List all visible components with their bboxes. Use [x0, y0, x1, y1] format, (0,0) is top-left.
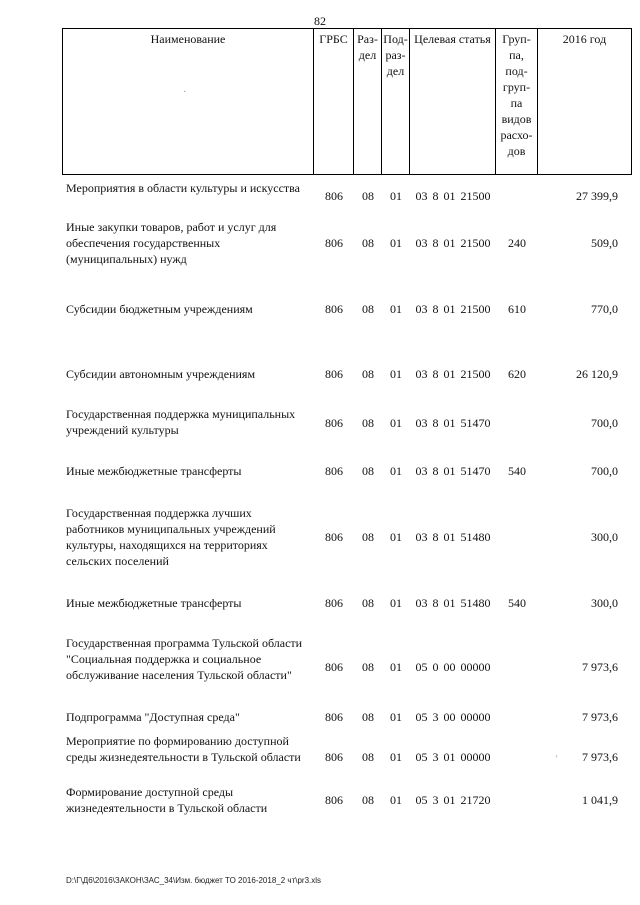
row-expense-group: 540 — [508, 464, 526, 478]
row-podrazdel: 01 — [390, 236, 402, 250]
row-razdel: 08 — [362, 236, 374, 250]
row-razdel: 08 — [362, 367, 374, 381]
row-amount: 509,0 — [591, 236, 618, 250]
row-grbs: 806 — [325, 367, 343, 381]
row-expense-group: 240 — [508, 236, 526, 250]
header-target-article: Целевая статья — [410, 28, 496, 175]
header-name — [62, 28, 314, 175]
row-grbs: 806 — [325, 236, 343, 250]
row-target-article: 03 8 01 21500 — [415, 367, 491, 381]
row-podrazdel: 01 — [390, 189, 402, 203]
row-grbs: 806 — [325, 416, 343, 430]
row-razdel: 08 — [362, 710, 374, 724]
row-target-article: 03 8 01 21500 — [415, 236, 491, 250]
row-podrazdel: 01 — [390, 596, 402, 610]
row-name: Формирование доступной среды жизнедеятельности в Тульской области — [66, 785, 268, 815]
row-razdel: 08 — [362, 750, 374, 764]
header-expense-group: Груп- па, под- груп- па видов расхо- дов — [496, 28, 538, 175]
row-target-article: 05 0 00 00000 — [415, 660, 491, 674]
row-podrazdel: 01 — [390, 302, 402, 316]
row-target-article: 03 8 01 21500 — [415, 189, 491, 203]
row-target-article: 03 8 01 21500 — [415, 302, 491, 316]
row-razdel: 08 — [362, 464, 374, 478]
scan-dot: · — [183, 87, 187, 98]
row-target-article: 05 3 01 21720 — [415, 793, 491, 807]
row-name: Мероприятие по формированию доступной среды жизнедеятельности в Тульской области — [66, 734, 301, 764]
row-name: Иные закупки товаров, работ и услуг для обеспечения государственных (муниципальных) нужд — [66, 220, 277, 266]
row-grbs: 806 — [325, 464, 343, 478]
row-amount: 27 399,9 — [576, 189, 618, 203]
row-amount: 300,0 — [591, 530, 618, 544]
row-razdel: 08 — [362, 530, 374, 544]
row-amount: 7 973,6 — [582, 750, 618, 764]
row-amount: 1 041,9 — [582, 793, 618, 807]
header-razdel: Раз- дел — [354, 28, 382, 175]
row-grbs: 806 — [325, 189, 343, 203]
row-razdel: 08 — [362, 660, 374, 674]
row-expense-group: 620 — [508, 367, 526, 381]
row-grbs: 806 — [325, 710, 343, 724]
row-podrazdel: 01 — [390, 464, 402, 478]
row-name: Подпрограмма "Доступная среда" — [66, 710, 240, 724]
row-name: Государственная поддержка лучших работников муниципальных учреждений культуры, находящихся на территориях сельских поселений — [66, 506, 276, 568]
row-expense-group: 610 — [508, 302, 526, 316]
row-expense-group: 540 — [508, 596, 526, 610]
row-name: Субсидии автономным учреждениям — [66, 367, 256, 381]
row-podrazdel: 01 — [390, 750, 402, 764]
row-amount: 26 120,9 — [576, 367, 618, 381]
row-razdel: 08 — [362, 793, 374, 807]
row-name: Субсидии бюджетным учреждениям — [66, 302, 253, 316]
row-podrazdel: 01 — [390, 530, 402, 544]
header-year-2016: 2016 год — [538, 28, 632, 175]
row-podrazdel: 01 — [390, 660, 402, 674]
row-grbs: 806 — [325, 302, 343, 316]
footer-file-path: D:\Г\Д6\2016\ЗАКОН\ЗАС_34\Изм. бюджет ТО 2016-2018_2 чт\pr3.xls — [66, 876, 322, 885]
row-grbs: 806 — [325, 530, 343, 544]
row-grbs: 806 — [325, 750, 343, 764]
row-name: Государственная поддержка муниципальных учреждений культуры — [66, 407, 296, 437]
row-target-article: 03 8 01 51470 — [415, 416, 491, 430]
row-target-article: 03 8 01 51480 — [415, 530, 491, 544]
row-name: Государственная программа Тульской области "Социальная поддержка и социальное обслуживание населения Тульской области" — [66, 636, 303, 682]
row-amount: 7 973,6 — [582, 660, 618, 674]
header-podrazdel: Под- раз- дел — [382, 28, 410, 175]
row-razdel: 08 — [362, 596, 374, 610]
row-podrazdel: 01 — [390, 416, 402, 430]
row-razdel: 08 — [362, 416, 374, 430]
row-amount: 700,0 — [591, 416, 618, 430]
header-name-label: Наименование — [150, 32, 226, 46]
row-podrazdel: 01 — [390, 367, 402, 381]
row-razdel: 08 — [362, 189, 374, 203]
row-target-article: 03 8 01 51470 — [415, 464, 491, 478]
row-grbs: 806 — [325, 793, 343, 807]
row-amount: 7 973,6 — [582, 710, 618, 724]
row-name: Иные межбюджетные трансферты — [66, 464, 242, 478]
scan-mark: ' — [556, 754, 558, 763]
row-amount: 770,0 — [591, 302, 618, 316]
row-razdel: 08 — [362, 302, 374, 316]
row-target-article: 05 3 00 00000 — [415, 710, 491, 724]
row-amount: 700,0 — [591, 464, 618, 478]
row-name: Мероприятия в области культуры и искусства — [66, 181, 301, 195]
row-target-article: 05 3 01 00000 — [415, 750, 491, 764]
row-grbs: 806 — [325, 660, 343, 674]
row-target-article: 03 8 01 51480 — [415, 596, 491, 610]
header-grbs: ГРБС — [314, 28, 354, 175]
row-amount: 300,0 — [591, 596, 618, 610]
page-number: 82 — [314, 14, 326, 28]
row-name: Иные межбюджетные трансферты — [66, 596, 242, 610]
row-podrazdel: 01 — [390, 793, 402, 807]
row-podrazdel: 01 — [390, 710, 402, 724]
row-grbs: 806 — [325, 596, 343, 610]
